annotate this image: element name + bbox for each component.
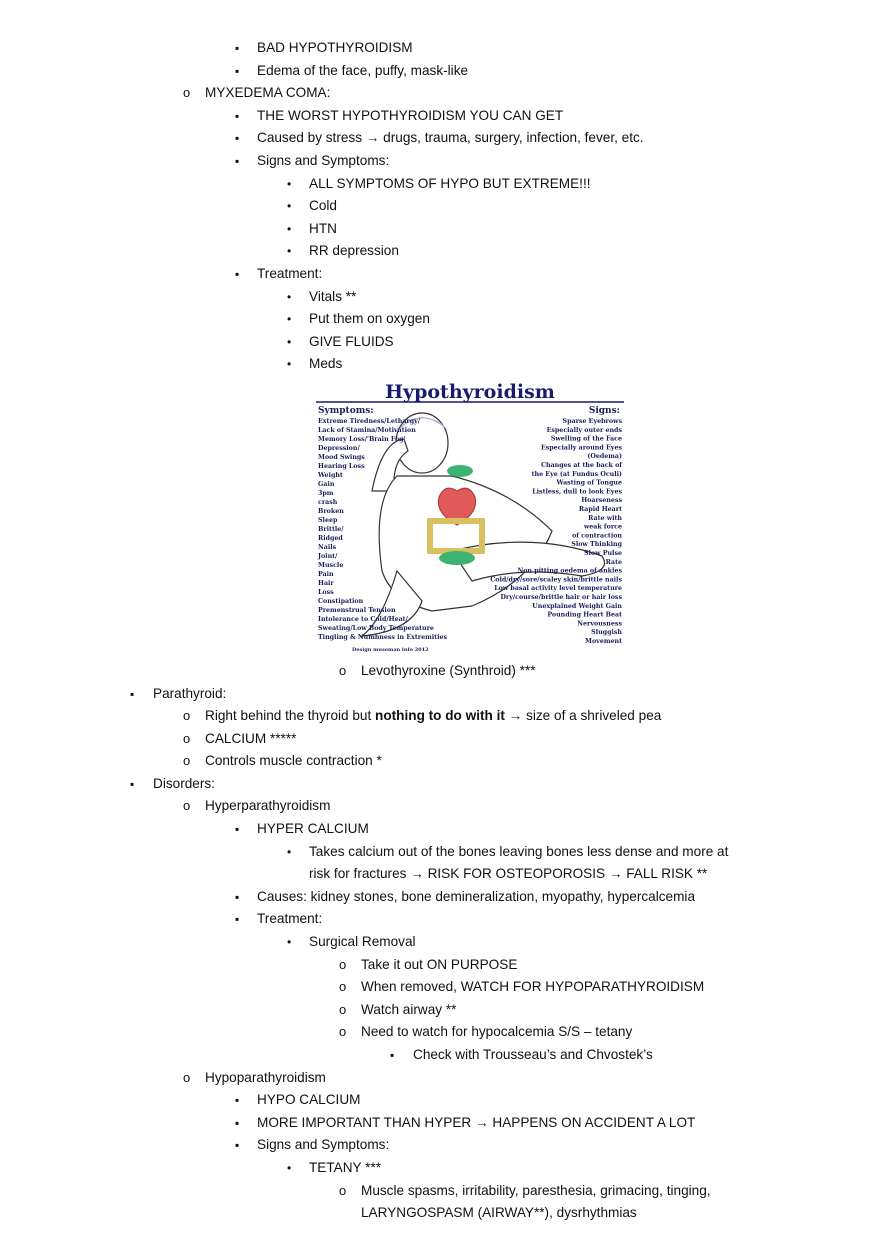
text-segment: RR depression xyxy=(309,243,399,259)
sign-label: Nervousness xyxy=(577,620,622,628)
symptom-label: Brittle/ xyxy=(318,525,344,533)
round-bullet-icon: • xyxy=(287,199,292,214)
list-item xyxy=(0,1112,880,1135)
symptom-label: Sleep xyxy=(318,516,338,524)
symptom-label: Joint/ xyxy=(318,552,338,560)
list-item xyxy=(0,105,880,128)
symptom-label: Constipation xyxy=(318,597,364,605)
round-bullet-icon: • xyxy=(287,176,292,191)
text-segment: Cold xyxy=(309,198,337,214)
circle-bullet-icon: o xyxy=(183,708,191,724)
square-bullet-icon: ▪ xyxy=(390,1048,395,1062)
circle-bullet-icon: o xyxy=(339,1182,347,1198)
list-item xyxy=(0,195,880,218)
symptom-label: Mood Swings xyxy=(318,453,365,461)
list-item-text xyxy=(257,105,563,128)
square-bullet-icon: ▪ xyxy=(235,153,240,168)
list-item xyxy=(0,60,880,83)
text-segment: Signs and Symptoms: xyxy=(257,152,390,168)
text-segment: BAD HYPOTHYROIDISM xyxy=(257,40,413,55)
list-item-text xyxy=(257,37,413,60)
list-item xyxy=(0,954,880,977)
list-item xyxy=(0,127,880,150)
circle-bullet-icon: o xyxy=(183,730,191,746)
list-item-text xyxy=(413,1044,653,1067)
square-bullet-icon: ▪ xyxy=(235,1115,240,1130)
list-item-text xyxy=(257,886,695,909)
text-segment: Levothyroxine (Synthroid) *** xyxy=(361,662,536,678)
list-item xyxy=(0,818,880,841)
round-bullet-icon: • xyxy=(287,244,292,259)
text-segment: risk for fractures → RISK FOR OSTEOPOROSIS → FALL RISK ** xyxy=(309,866,708,882)
symptom-label: Extreme Tiredness/Lethargy/ xyxy=(318,417,421,425)
text-segment: Caused by stress → drugs, trauma, surgery, infection, fever, etc. xyxy=(257,130,644,146)
sign-label: Non pitting oedema of ankles xyxy=(517,567,622,575)
symptom-label: 3pm xyxy=(318,489,334,497)
list-item xyxy=(0,240,880,263)
list-item xyxy=(0,908,880,931)
square-bullet-icon: ▪ xyxy=(235,41,240,55)
text-segment: MYXEDEMA COMA: xyxy=(205,85,331,101)
circle-bullet-icon: o xyxy=(339,1001,347,1017)
text-segment: Muscle spasms, irritability, paresthesia, grimacing, tinging, xyxy=(361,1182,711,1198)
text-segment: Put them on oxygen xyxy=(309,311,430,327)
list-item-text xyxy=(205,795,330,818)
sign-label: Dry/course/brittle hair or hair loss xyxy=(500,593,622,601)
round-bullet-icon: • xyxy=(287,289,292,304)
hypothyroidism-infographic xyxy=(312,381,628,653)
list-item xyxy=(0,150,880,173)
list-item-text xyxy=(309,863,707,886)
symptom-label: Sweating/Low Body Temperature xyxy=(318,624,434,632)
symptom-label: Loss xyxy=(318,588,334,596)
sign-label: Wasting of Tongue xyxy=(556,479,622,487)
list-item xyxy=(0,1180,880,1203)
list-item-text xyxy=(309,218,337,241)
list-item xyxy=(0,1202,880,1225)
list-item xyxy=(0,773,880,796)
list-item xyxy=(0,841,880,864)
symptom-label: Broken xyxy=(318,507,344,515)
list-item-text xyxy=(361,976,704,999)
text-segment: ALL SYMPTOMS OF HYPO BUT EXTREME!!! xyxy=(309,175,591,191)
list-item-text xyxy=(153,773,215,796)
round-bullet-icon: • xyxy=(287,221,292,236)
list-item xyxy=(0,931,880,954)
bold-text: nothing to do with it xyxy=(375,708,505,724)
list-item xyxy=(0,286,880,309)
list-item-text xyxy=(361,660,536,683)
sign-label: Changes at the back of xyxy=(540,461,622,469)
circle-bullet-icon: o xyxy=(183,798,191,814)
text-segment: Vitals ** xyxy=(309,288,357,304)
text-segment: → size of a shriveled pea xyxy=(504,708,662,724)
sign-label: Slow Thinking xyxy=(571,541,622,549)
list-item-text xyxy=(205,1067,326,1090)
list-item-text xyxy=(205,728,296,751)
list-item xyxy=(0,353,880,376)
text-segment: Take it out ON PURPOSE xyxy=(361,956,518,972)
text-segment: Surgical Removal xyxy=(309,934,416,950)
list-item-text xyxy=(309,173,591,196)
text-segment: Treatment: xyxy=(257,911,323,927)
square-bullet-icon: ▪ xyxy=(235,889,240,904)
list-item-text xyxy=(257,60,468,83)
circle-bullet-icon: o xyxy=(339,956,347,972)
square-bullet-icon: ▪ xyxy=(235,1093,240,1108)
symptom-label: crash xyxy=(318,498,338,506)
text-segment: When removed, WATCH FOR HYPOPARATHYROIDISM xyxy=(361,979,705,995)
list-item-text xyxy=(257,818,369,841)
square-bullet-icon: ▪ xyxy=(235,108,240,123)
pelvis-shape xyxy=(439,551,475,565)
signs-heading: Signs: xyxy=(588,405,620,416)
round-bullet-icon: • xyxy=(287,1160,292,1175)
sign-label: Hoarseness xyxy=(581,497,622,505)
text-segment: HYPER CALCIUM xyxy=(257,821,369,837)
symptom-label: Muscle xyxy=(318,561,344,569)
symptom-label: Tingling & Numbness in Extremities xyxy=(318,633,448,641)
square-bullet-icon: ▪ xyxy=(235,912,240,927)
symptom-label: Memory Loss/'Brain Fog' xyxy=(318,435,406,443)
list-item-text xyxy=(361,954,517,977)
text-segment: Need to watch for hypocalcemia S/S – tetany xyxy=(361,1024,633,1040)
list-item-text xyxy=(309,841,728,864)
round-bullet-icon: • xyxy=(287,334,292,349)
text-segment: MORE IMPORTANT THAN HYPER → HAPPENS ON ACCIDENT A LOT xyxy=(257,1114,696,1130)
sign-label: Especially outer ends xyxy=(546,426,622,434)
text-segment: THE WORST HYPOTHYROIDISM YOU CAN GET xyxy=(257,107,564,123)
circle-bullet-icon: o xyxy=(339,662,347,678)
round-bullet-icon: • xyxy=(287,357,292,372)
thyroid-gland xyxy=(447,465,473,477)
list-item-text xyxy=(309,353,342,376)
list-item-text xyxy=(309,331,394,354)
list-item xyxy=(0,886,880,909)
sign-label: Rate with xyxy=(588,514,622,522)
symptom-label: Hair xyxy=(318,579,334,587)
text-segment: GIVE FLUIDS xyxy=(309,333,394,349)
circle-bullet-icon: o xyxy=(183,753,191,769)
list-item xyxy=(0,308,880,331)
list-item xyxy=(0,660,880,683)
text-segment: Parathyroid: xyxy=(153,685,227,701)
list-item xyxy=(0,750,880,773)
sign-label: Listless, dull to look Eyes xyxy=(532,488,622,496)
list-item-text xyxy=(153,683,226,706)
text-segment: LARYNGOSPASM (AIRWAY**), dysrhythmias xyxy=(361,1205,637,1221)
sign-label: Low basal activity level temperature xyxy=(494,585,622,593)
round-bullet-icon: • xyxy=(287,844,292,859)
text-segment: TETANY *** xyxy=(309,1159,382,1175)
symptom-label: Lack of Stamina/Motivation xyxy=(318,426,416,434)
list-item-text xyxy=(361,1021,632,1044)
symptom-label: Weight xyxy=(318,471,343,479)
symptom-label: Intolerance to Cold/Heat/ xyxy=(318,615,408,623)
list-item xyxy=(0,82,880,105)
list-item-text xyxy=(205,750,382,773)
square-bullet-icon: ▪ xyxy=(235,822,240,837)
figure-title: Hypothyroidism xyxy=(385,380,555,403)
symptom-label: Depression/ xyxy=(318,444,360,452)
text-segment: Watch airway ** xyxy=(361,1001,457,1017)
circle-bullet-icon: o xyxy=(339,1024,347,1040)
sign-label: Especially around Eyes xyxy=(540,444,622,452)
list-item-text xyxy=(257,263,322,286)
list-item-text xyxy=(257,1134,389,1157)
list-item xyxy=(0,1067,880,1090)
list-item-text xyxy=(309,286,356,309)
hypothyroidism-figure xyxy=(0,376,880,660)
text-segment: Hypoparathyroidism xyxy=(205,1069,326,1085)
circle-bullet-icon: o xyxy=(183,85,191,101)
round-bullet-icon: • xyxy=(287,312,292,327)
list-item-text xyxy=(257,150,389,173)
list-item xyxy=(0,1021,880,1044)
list-item-text xyxy=(257,127,644,150)
sign-label: of contraction xyxy=(572,532,622,540)
text-segment: CALCIUM ***** xyxy=(205,730,297,746)
text-segment: Check with Trousseau’s and Chvostek’s xyxy=(413,1047,653,1062)
text-segment: Signs and Symptoms: xyxy=(257,1137,390,1153)
list-item-text xyxy=(205,82,330,105)
list-item-text xyxy=(257,1112,695,1135)
list-item-text xyxy=(309,931,416,954)
document-page xyxy=(0,37,880,1225)
list-item xyxy=(0,173,880,196)
sign-label: the Eye (at Fundus Oculi) xyxy=(531,470,622,478)
text-segment: Disorders: xyxy=(153,775,215,791)
text-segment: Treatment: xyxy=(257,265,323,281)
text-segment: Takes calcium out of the bones leaving bones less dense and more at xyxy=(309,843,729,859)
figure-credit: Design museman info 2012 xyxy=(352,646,429,653)
list-item xyxy=(0,863,880,886)
sign-label: Unexplained Weight Gain xyxy=(532,602,622,610)
list-item xyxy=(0,1157,880,1180)
sign-label: (Oedema) xyxy=(587,453,622,461)
list-item-text xyxy=(309,1157,381,1180)
list-item xyxy=(0,705,880,728)
sign-label: Swelling of the Face xyxy=(550,435,622,443)
sign-label: Rate xyxy=(605,558,622,566)
list-item-text xyxy=(361,1202,637,1225)
list-item-text xyxy=(309,195,337,218)
sign-label: weak force xyxy=(583,523,622,531)
list-item-text xyxy=(309,240,399,263)
list-item-text xyxy=(361,999,456,1022)
list-item xyxy=(0,331,880,354)
list-item xyxy=(0,37,880,60)
symptom-label: Ridged xyxy=(318,534,343,542)
symptom-label: Pain xyxy=(318,570,334,578)
list-item xyxy=(0,1044,880,1067)
sign-label: Sparse Eyebrows xyxy=(562,417,622,425)
list-item xyxy=(0,683,880,706)
list-item xyxy=(0,1134,880,1157)
list-item xyxy=(0,218,880,241)
text-segment: HTN xyxy=(309,220,337,236)
text-segment: Causes: kidney stones, bone demineralization, myopathy, hypercalcemia xyxy=(257,888,695,904)
symptom-label: Nails xyxy=(318,543,337,551)
list-item xyxy=(0,728,880,751)
symptom-label: Gain xyxy=(318,480,335,488)
list-item-text xyxy=(309,308,430,331)
list-item-text xyxy=(257,1089,360,1112)
symptoms-heading: Symptoms: xyxy=(318,405,374,416)
symptom-label: Premenstrual Tension xyxy=(318,606,396,614)
sign-label: Pounding Heart Beat xyxy=(547,611,622,619)
square-bullet-icon: ▪ xyxy=(235,131,240,146)
square-bullet-icon: ▪ xyxy=(130,686,135,701)
sign-label: Sluggish xyxy=(591,629,622,637)
text-segment: HYPO CALCIUM xyxy=(257,1092,361,1108)
list-item xyxy=(0,263,880,286)
sign-label: Rapid Heart xyxy=(578,505,622,513)
text-segment: Hyperparathyroidism xyxy=(205,798,331,814)
list-item xyxy=(0,999,880,1022)
square-bullet-icon: ▪ xyxy=(235,1138,240,1153)
sign-label: Slow Pulse xyxy=(583,549,622,557)
list-item xyxy=(0,795,880,818)
symptom-label: Hearing Loss xyxy=(318,462,365,470)
list-item-text xyxy=(361,1180,711,1203)
text-segment: Edema of the face, puffy, mask-like xyxy=(257,62,469,78)
text-segment: Meds xyxy=(309,356,343,372)
circle-bullet-icon: o xyxy=(183,1069,191,1085)
square-bullet-icon: ▪ xyxy=(235,266,240,281)
circle-bullet-icon: o xyxy=(339,979,347,995)
list-item-text xyxy=(257,908,322,931)
sign-label: Cold/dry/sore/scaley skin/brittle nails xyxy=(490,576,622,584)
square-bullet-icon: ▪ xyxy=(235,63,240,78)
sign-label: Movement xyxy=(585,637,622,645)
text-segment: Controls muscle contraction * xyxy=(205,753,382,769)
list-item xyxy=(0,1089,880,1112)
list-item xyxy=(0,976,880,999)
round-bullet-icon: • xyxy=(287,935,292,950)
list-item-text xyxy=(205,705,661,728)
square-bullet-icon: ▪ xyxy=(130,776,135,791)
text-segment: Right behind the thyroid but xyxy=(205,708,376,724)
